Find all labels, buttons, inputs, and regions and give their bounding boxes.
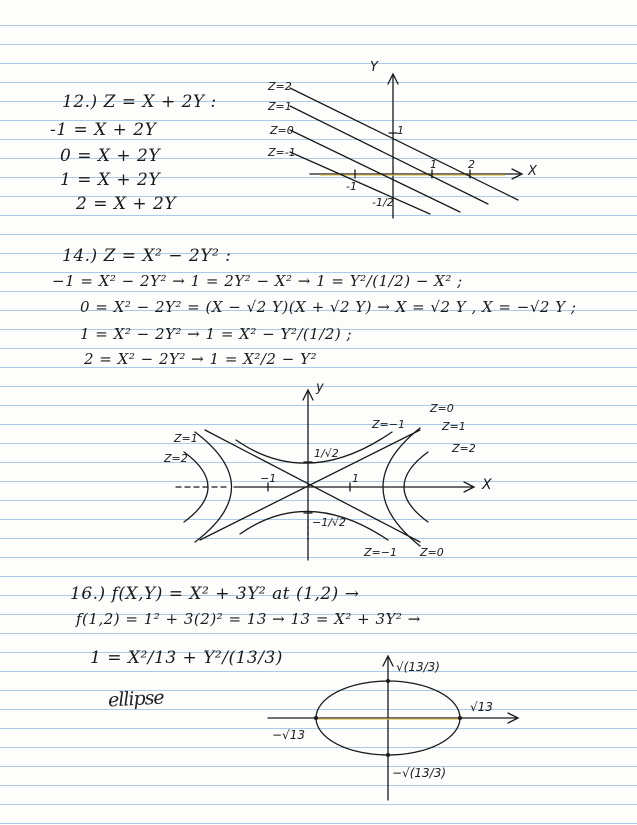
- p16-eq-1: f(1,2) = 1² + 3(2)² = 13 → 13 = X² + 3Y² →: [76, 610, 421, 628]
- p14-eq-1: −1 = X² − 2Y² → 1 = 2Y² − X² → 1 = Y²/(1/2) − X² ;: [52, 272, 463, 290]
- p12-eq-3: 1 = X + 2Y: [60, 170, 161, 190]
- p12-tick-x1: 1: [430, 158, 437, 171]
- p14-label-z1-right: Z=1: [442, 420, 466, 433]
- p14-label-xneg1: −1: [260, 472, 277, 485]
- p16-label-bottom: −√(13/3): [392, 766, 447, 780]
- p14-label-pos-root: 1/√2: [314, 447, 339, 460]
- p12-label-zm1: Z=-1: [268, 146, 296, 159]
- p12-tick-ym-half: -1/2: [372, 196, 394, 209]
- p16-eq-2: 1 = X²/13 + Y²/(13/3): [90, 648, 283, 668]
- p16-label-top: √(13/3): [396, 660, 440, 674]
- p12-label-z1: Z=1: [268, 100, 292, 113]
- p16-label-right: √13: [470, 700, 493, 714]
- p12-tick-y1: 1: [397, 124, 404, 137]
- p14-eq-2: 0 = X² − 2Y² = (X − √2 Y)(X + √2 Y) → X = √2 Y , X = −√2 Y ;: [80, 298, 577, 316]
- problem-12-header: 12.) Z = X + 2Y :: [62, 92, 217, 112]
- p12-y-label: Y: [370, 60, 378, 75]
- p16-label-left: −√13: [272, 728, 305, 742]
- problem-16-header: 16.) f(X,Y) = X² + 3Y² at (1,2) →: [70, 584, 360, 604]
- p12-tick-x2: 2: [468, 158, 475, 171]
- p14-label-xpos1: 1: [352, 472, 359, 485]
- p12-tick-xm1: -1: [346, 180, 357, 193]
- p14-label-z2-left: Z=2: [164, 452, 188, 465]
- p14-label-z1-left: Z=1: [174, 432, 198, 445]
- p12-label-z0: Z=0: [270, 124, 294, 137]
- p14-label-z0-top: Z=0: [430, 402, 454, 415]
- p14-y-label: y: [316, 380, 324, 395]
- p12-label-z2: Z=2: [268, 80, 292, 93]
- p14-eq-3: 1 = X² − 2Y² → 1 = X² − Y²/(1/2) ;: [80, 325, 353, 343]
- p12-eq-4: 2 = X + 2Y: [76, 194, 177, 214]
- p14-label-neg-root: −1/√2: [312, 516, 346, 529]
- p14-x-label: X: [482, 477, 492, 493]
- p12-eq-2: 0 = X + 2Y: [60, 146, 161, 166]
- p14-label-zm1-bottom: Z=−1: [364, 546, 397, 559]
- p14-eq-4: 2 = X² − 2Y² → 1 = X²/2 − Y²: [84, 350, 317, 368]
- p16-ellipse-word: ellipse: [107, 686, 165, 712]
- p12-x-label: X: [528, 164, 537, 179]
- p14-label-z0-bottom: Z=0: [420, 546, 444, 559]
- p12-eq-1: -1 = X + 2Y: [50, 120, 157, 140]
- problem-14-header: 14.) Z = X² − 2Y² :: [62, 246, 232, 266]
- p14-label-z2-right: Z=2: [452, 442, 476, 455]
- p14-label-zm1-top: Z=−1: [372, 418, 405, 431]
